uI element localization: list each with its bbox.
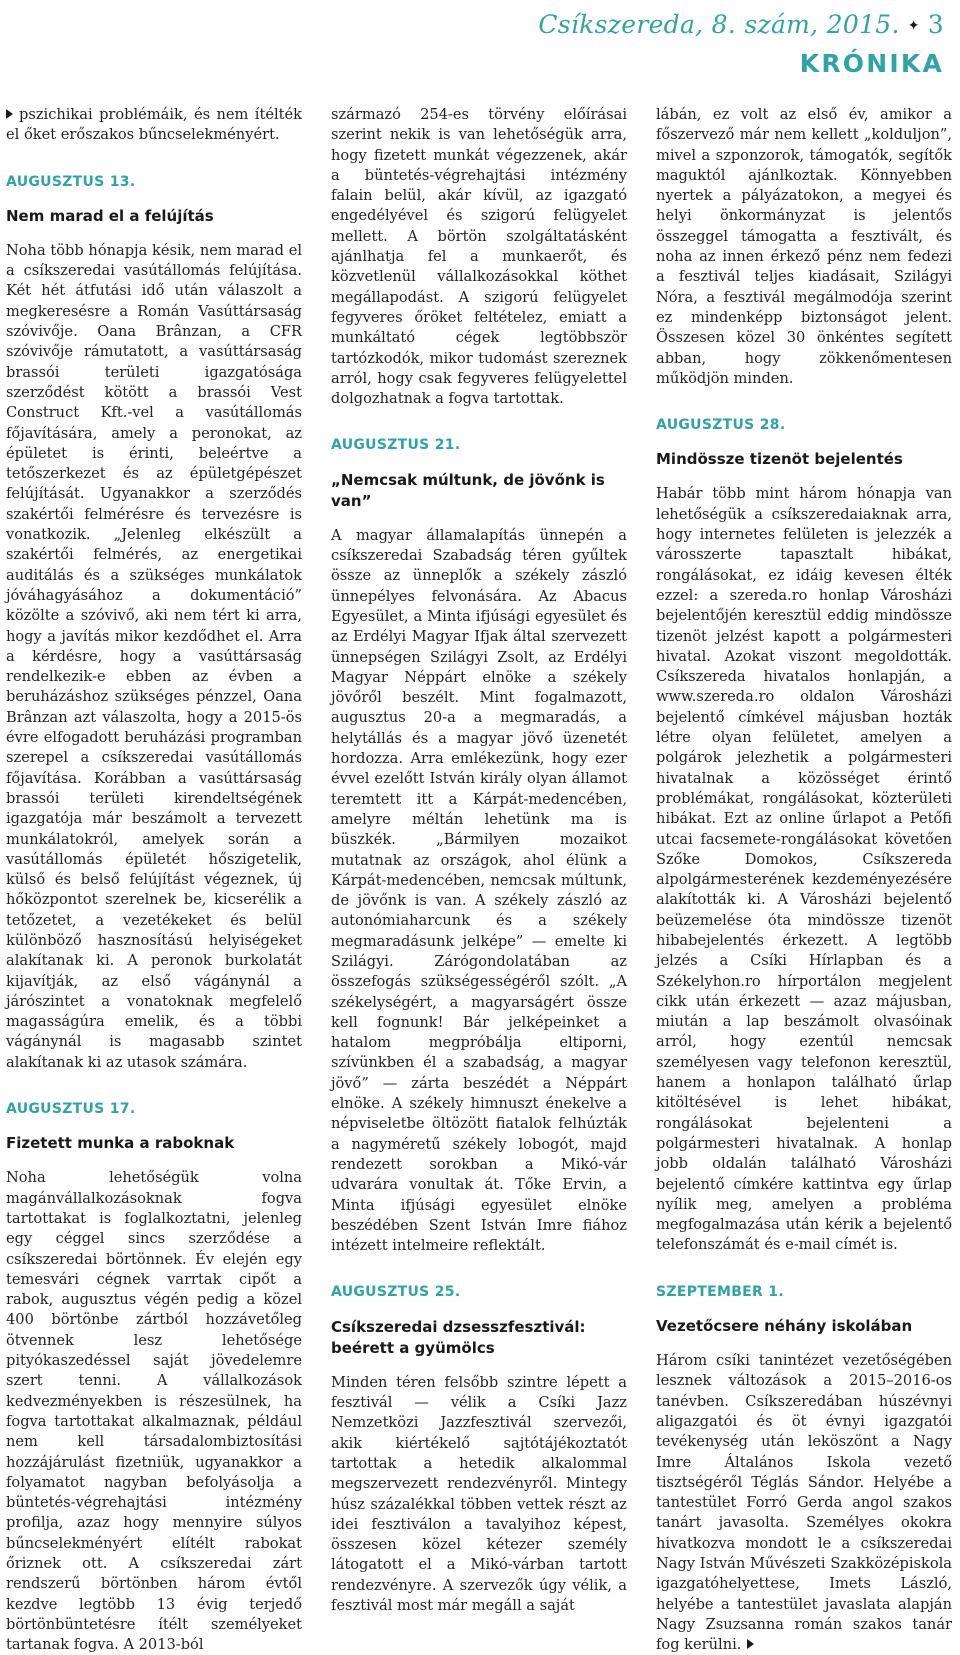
issue-line	[538, 10, 944, 39]
diamond-separator-icon: ✦	[907, 18, 920, 34]
section-date: AUGUSZTUS 21.	[331, 437, 461, 454]
column-2	[331, 105, 627, 1616]
article-body: Noha lehetőségük volna magánvállalkozásoknak fogva tartottakat is foglalkoztatni, jelenleg egy céggel sincs szerződése a csíkszeredai börtönnek. Év elején egy temesvári cégnek varrtak cipőt a rabok, augusztus végén pedig a közel 400 börtönbe zártból hozzávetőleg ötvennek lesz lehetősége pityókaszedéssel saját jövedelemre szert tenni. A vállalkozások kedvezményekben is részesülnek, ha fogva tartottakat alkalmaznak, például nem kell társadalombiztosítási hozzájárulást fizetniük, ugyanakkor a folyamatot nagyban befolyásolja a büntetés-végrehajtási intézmény profilja, azaz hogy mennyire súlyos bűncselekményért elítélt rabokat őriznek ott. A csíkszeredai zárt rendszerű börtönben három évtől kezdve legtöbb 13 évig terjedő börtönbüntetésre ítélt személyeket tartanak fogva. A 2013-ból	[6, 1169, 302, 1654]
article-body: A magyar államalapítás ünnepén a csíkszeredai Szabadság téren gyűltek össze az ünneplők a székely zászló ünnepélyes felvonására. Az Abacus Egyesület, a Minta ifjúsági egyesület és az Erdélyi Magyar Ifjak által szervezett ünnepségen Szilágyi Zsolt, az Erdélyi Magyar Néppárt elnöke a székely jövőről beszélt. Mint fogalmazott, augusztus 20-a a megmaradás, a helytállás és a magyar jövő üzenetét hordozza. Arra emlékezünk, hogy ezer évvel ezelőtt István király olyan államot teremtett itt a Kárpát-medencében, amelyre méltán lehetünk ma is büszkék. „Bármilyen mozaikot mutatnak az országok, ahol élünk a Kárpát-medencében, nemcsak múltunk, de jövőnk is van. A székely zászló az autonómiaharcunk és a székely megmaradásunk jelképe” — emelte ki Szilágyi. Zárógondolatában az összefogás szükségességéről szólt. „A székelységért, a magyarságért össze kell fognunk! Bár jelképeinket a hatalom megpróbálja eltiporni, szívünkben él a szabadság, a magyar jövő” — zárta beszédét a Néppárt elnöke. A székely himnuszt énekelve a népviseletbe öltözött fiatalok felhúzták a nagyméretű székely lobogót, majd rendezett sorokban a Mikó-vár udvarára vonultak át. Tőke Ervin, a Minta ifjúsági egyesület elnöke beszédében Szent István Imre fiához intézett intelmeire reflektált.	[331, 526, 627, 1255]
article-body: Noha több hónapja késik, nem marad el a csíkszeredai vasútállomás felújítása. Két hét átfutási idő után válaszolt a megkeresésre a Román Vasúttársaság szóvivője. Oana Brânzan, a CFR szóvivője rámutatott, a vasúttársaság brassói területi igazgatósága szerződést kötött a brassói Vest Construct Kft.-vel a vasútállomás főjavítására, amely a peronokat, az épületet is érinti, beleértve a tetőszerkezet és az épületgépészet felújítását. Ugyanakkor a szerződés szakértői felmérésre és tervezésre is vonatkozik. „Jelenleg elkészült a szakértői felmérés, az energetikai auditálás és a szükséges munkálatok jóváhagyásához a dokumentáció” közölte a szóvivő, aki nem tért ki arra, hogy a javítás mikor kezdődhet el. Arra a kérdésre, hogy a vasúttársaság rendelkezik-e ebben az évben a beruházáshoz szükséges pénzzel, Oana Brânzan azt válaszolta, hogy a 2015-ös évre elfogadott beruházási programban szerepel a csíkszeredai vasútállomás főjavítása. Korábban a vasúttársaság brassói területi kirendeltségének igazgatója már beszámolt a tervezett munkálatokról, amelyek során a vasútállomás épületét hőszigetelik, külső és belső felújítást végeznek, új hőközpontot szerelnek be, kicserélik a tetőzetet, a vezetékeket és belül különböző hasznosítású helyiségeket alakítanak ki. A peronok burkolatát kijavítják, az első vágánynál a járószintet a vonatoknak megfelelő magasságúra emelik, és a többi vágánynál is magasabb szintet alakítanak ki az utasok számára.	[6, 241, 302, 1071]
section-headline: Nem marad el a felújítás	[6, 206, 214, 225]
article-body: Habár több mint három hónapja van lehetőségük a csíkszeredaiaknak arra, hogy internetes felületen is jelezzék a városszerte tapasztalt hibákat, rongálásokat, ez idáig kevesen élték ezzel: a szereda.ro honlap Városházi bejelentőjén keresztül eddig mindössze tizenöt jelzést kapott a polgármesteri hivatal. Azokat viszont megoldották. Csíkszereda hivatalos honlapján, a www.szereda.ro oldalon Városházi bejelentő címkével májusban hozták létre olyan felületet, amelyen a polgárok jelezhetik a polgármesteri hivatalnak a közösséget érintő problémákat, rongálásokat, közterületi hibákat. Ezt az online űrlapot a Petőfi utcai facsemete-rongálásokat követően Szőke Domokos, Csíkszereda alpolgármesterének kezdeményezésére alakították ki. A Városházi bejelentő beüzemelése óta mindössze tizenöt hibabejelentés érkezett. A legtöbb jelzés a Csíki Hírlapban és a Székelyhon.ro hírportálon megjelent cikk után érkezett — azaz májusban, miután a lap beszámolt olvasóinak arról, hogy ezentúl nemcsak személyesen vagy telefonon keresztül, hanem a honlapon található űrlap kitöltésével is lehet hibákat, rongálásokat bejelenteni a polgármesteri hivatalnak. A honlap jobb oldalán található Városházi bejelentő címkére kattintva egy űrlap nyílik meg, amelyen a probléma megfogalmazása után kérik a bejelentő telefonszámát és e-mail címét is.	[656, 485, 952, 1254]
continuation-arrow-icon	[6, 109, 13, 119]
section-date: AUGUSZTUS 25.	[331, 1284, 461, 1301]
masthead: KRÓNIKA	[799, 49, 944, 78]
column-1	[6, 105, 302, 1655]
continued-arrow-icon	[747, 1639, 754, 1649]
article-body-end	[656, 1351, 952, 1655]
continuation-paragraph	[6, 105, 302, 146]
column-3	[656, 105, 952, 1655]
final-paragraph-text: Három csíki tanintézet vezetőségében lesznek változások a 2015–2016-os tanévben. Csíkszeredában húszévnyi aligazgatói és öt évnyi igazgatói tevékenység után leköszönt a Nagy Imre Általános Iskola vezető tisztségéről Téglás Sándor. Helyébe a tantestület Forró Gerda angol szakos tanárt javasolta. Személyes okokra hivatkozva mondott le a csíkszeredai Nagy István Művészeti Szakközépiskola igazgatóhelyettese, Imets László, helyébe a tantestület javaslata alapján Nagy Zsuzsanna román szakos tanár fog kerülni.	[656, 1352, 952, 1654]
page-number: 3	[927, 10, 944, 39]
section-headline: Vezetőcsere néhány iskolában	[656, 1317, 913, 1336]
intro-text: pszichikai problémáik, és nem ítélték el őket erőszakos bűncselekményért.	[6, 106, 302, 144]
page-header	[538, 10, 944, 78]
section-date: AUGUSZTUS 13.	[6, 173, 136, 190]
article-body: lábán, ez volt az első év, amikor a főszervező már nem kellett „kolduljon”, mivel a szponzorok, támogatók, segítők maguktól ajánlkoztak. Könnyebben nyertek a pályázatokon, a megyei és helyi önkormányzat is jelentős összeggel támogatta a fesztivált, és noha az innen érkező pénz nem fedezi a fesztivál teljes kiadásait, Szilágyi Nóra, a fesztivál megálmodója szerint ez mindenképp biztonságot jelent. Összesen közel 30 önkéntes segített abban, hogy zökkenőmentesen működjön minden.	[656, 106, 952, 387]
section-headline: Fizetett munka a raboknak	[6, 1134, 235, 1153]
section-headline: „Nemcsak múltunk, de jövőnk is van”	[331, 470, 605, 510]
section-headline: Csíkszeredai dzsesszfesztivál: beérett a gyümölcs	[331, 1317, 586, 1357]
article-body: Minden téren felsőbb szintre lépett a fesztivál — vélik a Csíki Jazz Nemzetközi Jazzfesztivál szervezői, akik kiértékelő sajtótájékoztatót tartottak a hetedik alkalommal megszervezett rendezvényről. Mintegy húsz százalékkal többen vettek részt az idei fesztiválon a tavalyihoz képest, összesen közel kétezer személy látogatott el a Mikó-várban tartott rendezvényre. A szervezők úgy vélik, a fesztivál most már megáll a saját	[331, 1373, 627, 1614]
section-date: AUGUSZTUS 28.	[656, 417, 786, 434]
section-date: AUGUSZTUS 17.	[6, 1101, 136, 1118]
section-headline: Mindössze tizenöt bejelentés	[656, 450, 903, 469]
article-body: származó 254-es törvény előírásai szerint nekik is van lehetőségük arra, hogy fizetett munkát végezzenek, akár a büntetés-végrehajtási intézmény falain belül, akár kívül, az igazgató engedélyével és szigorú felügyelet mellett. A börtön szolgáltatásként ajánlhatja fel a munkaerőt, és közvetlenül vállalkozásokkal köthet megállapodást. A szigorú felügyelet fegyveres őröket feltételez, emiatt a munkáltató cégek legtöbbször tartózkodók, mikor tudomást szereznek arról, hogy csak fegyveres felügyelettel dolgozhatnak a fogva tartottak.	[331, 106, 627, 408]
publication-line: Csíkszereda, 8. szám, 2015.	[538, 10, 900, 39]
section-date: SZEPTEMBER 1.	[656, 1283, 784, 1300]
